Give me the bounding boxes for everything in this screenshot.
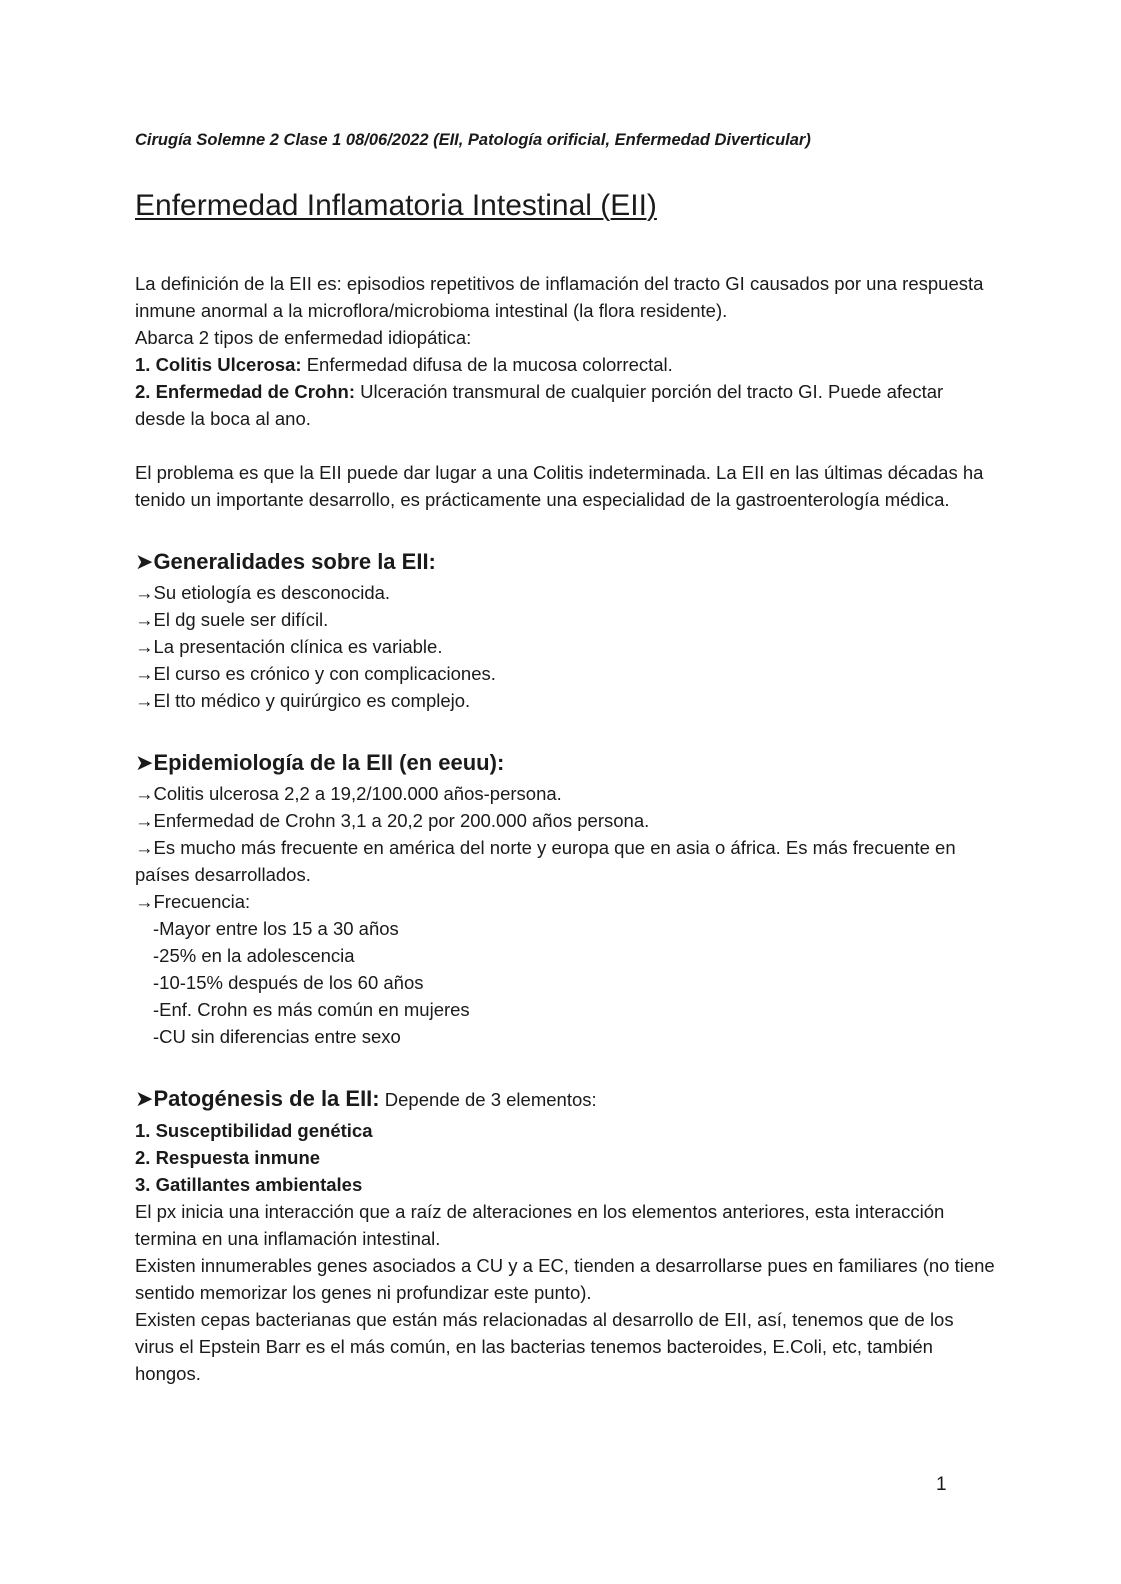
document-page [135,128,995,1387]
abarca-line: Abarca 2 tipos de enfermedad idiopática: [135,327,472,348]
section-heading-text: Epidemiología de la EII (en eeuu): [153,750,505,775]
generalidades-section [135,547,995,714]
type-text: Ulceración transmural de cualquier porción del tracto GI. Puede afectar desde la boca al ano. [135,381,944,429]
section-heading [135,748,995,778]
problem-paragraph: El problema es que la EII puede dar lugar a una Colitis indeterminada. La EII en las últimas décadas ha tenido un importante desarrollo, es prácticamente una especialidad de la gastroenterología médica. [135,462,984,510]
intro-section [135,270,995,513]
type-item [135,378,995,432]
definition-paragraph: La definición de la EII es: episodios repetitivos de inflamación del tracto GI causados por una respuesta inmune anormal a la microflora/microbioma intestinal (la flora residente). [135,273,984,321]
list-item: →Frecuencia: [135,891,251,912]
page-number: 1 [936,1474,947,1495]
element-label: 2. Respuesta inmune [135,1147,321,1168]
arrowhead-icon: ➤ [135,750,154,775]
list-item: →La presentación clínica es variable. [135,636,443,657]
list-item: →Su etiología es desconocida. [135,582,391,603]
element-label: 3. Gatillantes ambientales [135,1174,363,1195]
list-item: →Colitis ulcerosa 2,2 a 19,2/100.000 años-persona. [135,783,562,804]
section-heading-note: Depende de 3 elementos: [379,1089,597,1110]
element-item [135,1117,995,1144]
section-heading [135,547,995,577]
section-heading [135,1084,995,1115]
patogenesis-paragraph: Existen cepas bacterianas que están más relacionadas al desarrollo de EII, así, tenemos que de los virus el Epstein Barr es el más común, en las bacterias tenemos bacteroides, E.Coli, etc, también hongos. [135,1309,954,1384]
type-item [135,351,995,378]
type-label: 2. Enfermedad de Crohn: [135,381,355,402]
section-heading-text: Generalidades sobre la EII: [153,549,436,574]
frequency-item: -10-15% después de los 60 años [153,972,424,993]
epidemiologia-section [135,748,995,1050]
element-label: 1. Susceptibilidad genética [135,1120,373,1141]
section-heading-text: Patogénesis de la EII: [153,1086,380,1111]
list-item: →El curso es crónico y con complicaciones. [135,663,496,684]
arrowhead-icon: ➤ [135,549,154,574]
frequency-item: -CU sin diferencias entre sexo [153,1026,401,1047]
frequency-item: -Enf. Crohn es más común en mujeres [153,999,470,1020]
list-item: →Enfermedad de Crohn 3,1 a 20,2 por 200.000 años persona. [135,810,650,831]
patogenesis-section [135,1084,995,1387]
patogenesis-paragraph: El px inicia una interacción que a raíz de alteraciones en los elementos anteriores, esta interacción termina en una inflamación intestinal. [135,1201,945,1249]
type-label: 1. Colitis Ulcerosa: [135,354,302,375]
element-item [135,1171,995,1198]
document-header: Cirugía Solemne 2 Clase 1 08/06/2022 (EII, Patología orificial, Enfermedad Diverticular) [135,131,811,149]
element-item [135,1144,995,1171]
document-title: Enfermedad Inflamatoria Intestinal (EII) [135,189,657,222]
type-text: Enfermedad difusa de la mucosa colorrectal. [301,354,673,375]
frequency-item: -Mayor entre los 15 a 30 años [153,918,399,939]
list-item: →El tto médico y quirúrgico es complejo. [135,690,471,711]
list-item: →Es mucho más frecuente en américa del norte y europa que en asia o áfrica. Es más frecuente en países desarrollados. [135,837,956,885]
list-item: →El dg suele ser difícil. [135,609,329,630]
patogenesis-paragraph: Existen innumerables genes asociados a CU y a EC, tienden a desarrollarse pues en familiares (no tiene sentido memorizar los genes ni profundizar este punto). [135,1255,995,1303]
frequency-item: -25% en la adolescencia [153,945,355,966]
arrowhead-icon: ➤ [135,1086,154,1111]
